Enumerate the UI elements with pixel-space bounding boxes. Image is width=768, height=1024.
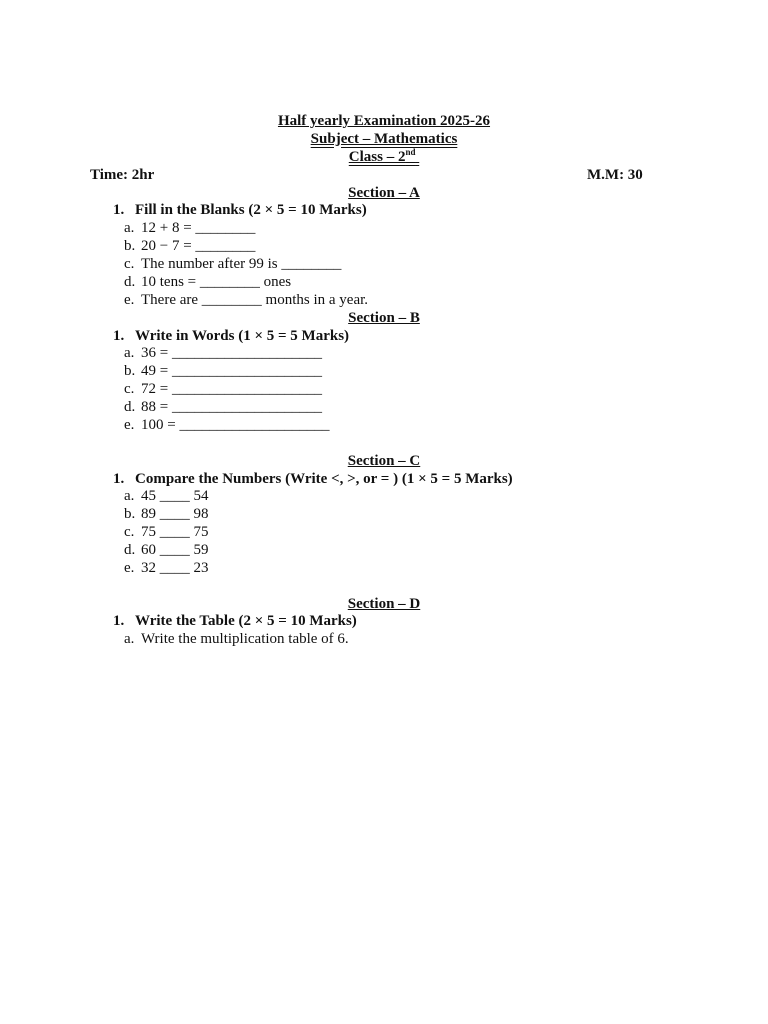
item-text: 36 = ____________________: [141, 345, 322, 361]
item-marker: b.: [124, 363, 136, 379]
item-text: 75 ____ 75: [141, 524, 209, 540]
question-text: Fill in the Blanks (2 × 5 = 10 Marks): [135, 202, 367, 218]
list-item: [124, 398, 329, 416]
section-c-title: Section – C: [347, 453, 421, 469]
time-label: Time: 2hr: [90, 167, 155, 183]
item-marker: c.: [124, 524, 135, 540]
section-d-items: [124, 630, 349, 648]
section-b-items: [124, 344, 329, 434]
question-text: Compare the Numbers (Write <, >, or = ) (1 × 5 = 5 Marks): [135, 471, 513, 487]
item-text: 100 = ____________________: [141, 417, 330, 433]
item-text: 88 = ____________________: [141, 399, 322, 415]
list-item: [124, 255, 368, 273]
list-item: [124, 541, 209, 559]
class-line: [0, 148, 768, 166]
question-number: 1.: [113, 471, 125, 487]
section-c-question: [113, 470, 513, 488]
list-item: [124, 559, 209, 577]
item-text: 45 ____ 54: [141, 488, 209, 504]
max-marks-label: M.M: 30: [587, 167, 643, 183]
question-number: 1.: [113, 328, 125, 344]
item-marker: c.: [124, 256, 135, 272]
class-prefix: Class – 2: [348, 149, 406, 165]
item-text: 12 + 8 = ________: [141, 220, 256, 236]
question-number: 1.: [113, 202, 125, 218]
exam-title-line: [0, 112, 768, 130]
subject-title: Subject – Mathematics: [310, 131, 458, 147]
item-text: The number after 99 is ________: [141, 256, 342, 272]
item-marker: a.: [124, 220, 135, 236]
item-text: 72 = ____________________: [141, 381, 322, 397]
exam-title: Half yearly Examination 2025-26: [277, 113, 491, 129]
question-text: Write the Table (2 × 5 = 10 Marks): [135, 613, 357, 629]
item-text: 89 ____ 98: [141, 506, 209, 522]
section-c-items: [124, 487, 209, 577]
section-d-title: Section – D: [347, 596, 421, 612]
list-item: [124, 523, 209, 541]
item-marker: a.: [124, 345, 135, 361]
item-text: 10 tens = ________ ones: [141, 274, 292, 290]
item-marker: e.: [124, 292, 135, 308]
list-item: [124, 273, 368, 291]
section-a-items: [124, 219, 368, 309]
item-marker: d.: [124, 399, 136, 415]
item-text: 32 ____ 23: [141, 560, 209, 576]
section-c-heading: [0, 452, 768, 470]
list-item: [124, 416, 329, 434]
list-item: [124, 291, 368, 309]
item-text: There are ________ months in a year.: [141, 292, 369, 308]
item-marker: d.: [124, 542, 136, 558]
section-a-title: Section – A: [348, 185, 420, 201]
section-d-question: [113, 612, 357, 630]
item-marker: e.: [124, 417, 135, 433]
question-text: Write in Words (1 × 5 = 5 Marks): [135, 328, 350, 344]
item-marker: a.: [124, 488, 135, 504]
list-item: [124, 505, 209, 523]
list-item: [124, 237, 368, 255]
item-marker: b.: [124, 238, 136, 254]
list-item: [124, 362, 329, 380]
list-item: [124, 630, 349, 648]
item-marker: b.: [124, 506, 136, 522]
item-text: 60 ____ 59: [141, 542, 209, 558]
list-item: [124, 344, 329, 362]
section-b-heading: [0, 309, 768, 327]
item-text: 49 = ____________________: [141, 363, 322, 379]
list-item: [124, 487, 209, 505]
section-b-question: [113, 327, 349, 345]
item-text: Write the multiplication table of 6.: [141, 631, 349, 647]
list-item: [124, 380, 329, 398]
class-suffix: nd: [405, 147, 416, 157]
section-b-title: Section – B: [348, 310, 420, 326]
item-marker: d.: [124, 274, 136, 290]
list-item: [124, 219, 368, 237]
section-a-question: [113, 201, 367, 219]
item-text: 20 − 7 = ________: [141, 238, 256, 254]
subject-line: [0, 130, 768, 148]
item-marker: a.: [124, 631, 135, 647]
item-marker: c.: [124, 381, 135, 397]
question-number: 1.: [113, 613, 125, 629]
section-a-heading: [0, 184, 768, 202]
item-marker: e.: [124, 560, 135, 576]
class-title: [349, 149, 419, 165]
section-d-heading: [0, 595, 768, 613]
